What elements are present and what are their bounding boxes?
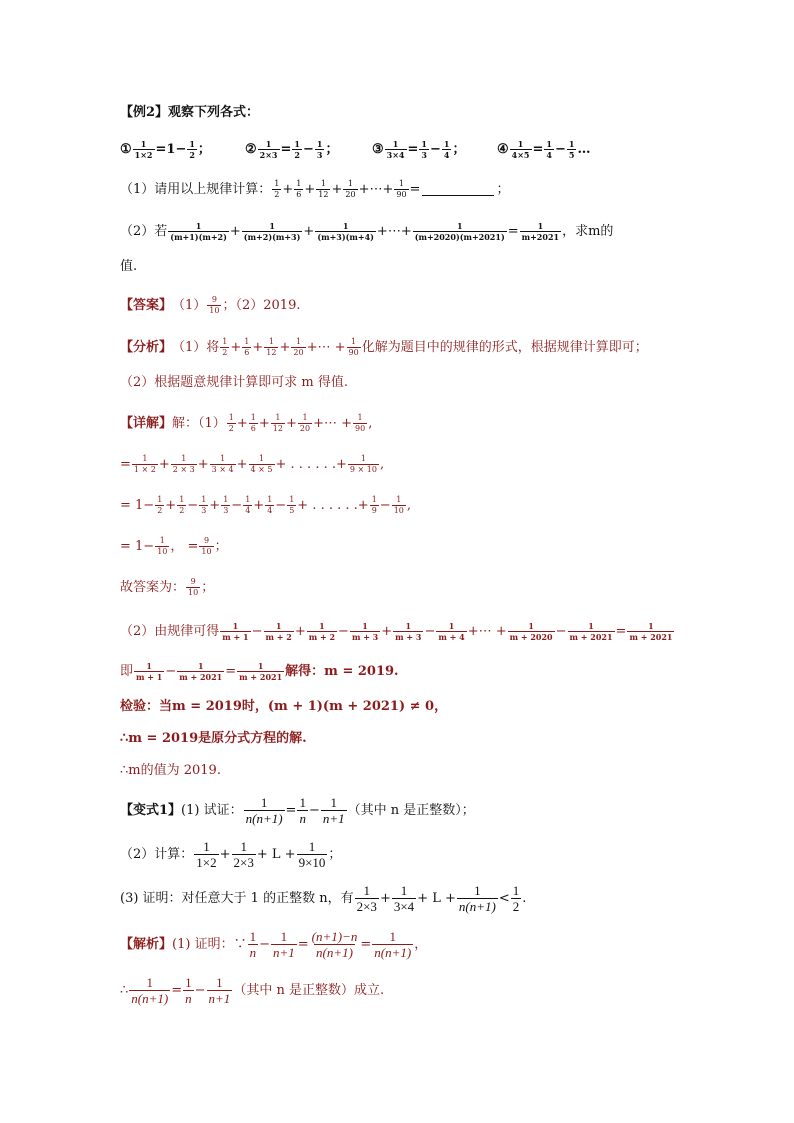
detail-check: 检验：当m = 2019时，(m + 1)(m + 2021) ≠ 0，	[120, 699, 448, 714]
variant-1-part-1: 【变式1】 (1) 试证： $\frac{1}{n(n+1)}$ = $\frac{1}{n}$ − $\frac{1}{n+1}$ （其中 n 是正整数）；	[120, 795, 475, 826]
question-2: （2）若 $\frac{1}{(m+1)(m+2)}$ + $\frac{1}{(m+2)(m+3)}$ + $\frac{1}{(m+3)(m+4)}$ +⋯+ $\frac{1}{(m+2020)(m+2021)}$ = $\frac{1}{m+2021}$ ，求m的	[120, 221, 614, 242]
answer-line: 【答案】 （1） $\frac{9}{10}$ ；（2）2019.	[120, 295, 301, 315]
formula-2: ② $\frac{1}{2\times 3}$ = $\frac{1}{2}$ − $\frac{1}{3}$ ；	[245, 139, 339, 160]
formula-1: ① $\frac{1}{1\times 2}$ =1− $\frac{1}{2}$ ；	[120, 139, 211, 160]
detail-value: ∴m的值为 2019.	[120, 763, 221, 778]
detail-q2-line-1: （2）由规律可得 $\frac{1}{m + 1}$ − $\frac{1}{m + 2}$ + $\frac{1}{m + 2}$ − $\frac{1}{m + 3}$ + $\frac{1}{m + 3}$ − $\frac{1}{m + 4}$ +⋯ + $\frac{1}{m + 2020}$ − $\frac{1}{m + 2021}$ = $\frac{1}{m + 2021}$	[120, 621, 673, 642]
detail-line-2: = $\frac{1}{1 \times 2}$ + $\frac{1}{2 \times 3}$ + $\frac{1}{3 \times 4}$ + $\frac{1}{4 \times 5}$ + . . . . . . + $\frac{1}{9 \times 10}$ ,	[120, 454, 385, 474]
pattern-formulas	[120, 140, 590, 159]
detail-conclusion: 故答案为： $\frac{9}{10}$ ；	[120, 577, 215, 597]
variant-1-part-2: （2）计算： $\frac{1}{1\times 2}$ + $\frac{1}{2\times 3}$ + L + $\frac{1}{9\times 10}$ ；	[120, 839, 342, 870]
detail-line-3: = 1− $\frac{1}{2}$ + $\frac{1}{2}$ − $\frac{1}{3}$ + $\frac{1}{3}$ − $\frac{1}{4}$ + $\frac{1}{4}$ − $\frac{1}{5}$ + . . . . . . + $\frac{1}{9}$ − $\frac{1}{10}$ ,	[120, 495, 412, 515]
solution-line-2: ∴ $\frac{1}{n(n+1)}$ = $\frac{1}{n}$ − $\frac{1}{n+1}$ （其中 n 是正整数）成立.	[120, 975, 385, 1006]
question-1: （1）请用以上规律计算： $\frac{1}{2}$ + $\frac{1}{6}$ + $\frac{1}{12}$ + $\frac{1}{20}$ +⋯+ $\frac{1}{90}$ = ；	[120, 179, 510, 199]
detail-line-4: = 1− $\frac{1}{10}$ ， = $\frac{9}{10}$ ；	[120, 536, 228, 556]
formula-3: ③ $\frac{1}{3\times 4}$ = $\frac{1}{3}$ − $\frac{1}{4}$ ；	[372, 139, 466, 160]
analysis-line-2: （2）根据题意规律计算即可求 m 得值.	[120, 375, 348, 390]
variant-1-part-3: (3) 证明：对任意大于 1 的正整数 n，有 $\frac{1}{2\times 3}$ + $\frac{1}{3\times 4}$ + L + $\frac{1}{n(n+1)}$ < $\frac{1}{2}$ .	[120, 883, 527, 914]
detail-root: ∴m = 2019是原分式方程的解.	[120, 731, 307, 746]
solution-line-1: 【解析】 (1) 证明：∵ $\frac{1}{n}$ − $\frac{1}{n+1}$ = $\frac{(n+1)-n}{n(n+1)}$ = $\frac{1}{n(n+1)}$ ，	[120, 929, 428, 960]
formula-4: ④ $\frac{1}{4\times 5}$ = $\frac{1}{4}$ − $\frac{1}{5}$ …	[497, 139, 591, 160]
question-2-cont: 值.	[120, 259, 138, 274]
analysis-line-1: 【分析】 （1）将 $\frac{1}{2}$ + $\frac{1}{6}$ + $\frac{1}{12}$ + $\frac{1}{20}$ +⋯ + $\frac{1}{90}$ 化解为题目中的规律的形式，根据规律计算即可；	[120, 337, 648, 357]
detail-q2-line-2: 即 $\frac{1}{m + 1}$ − $\frac{1}{m + 2021}$ = $\frac{1}{m + 2021}$ 解得：m = 2019.	[120, 661, 399, 682]
example-2-title: 【例2】观察下列各式：	[120, 105, 260, 120]
answer-blank	[422, 183, 494, 196]
detail-line-1: 【详解】 解：（1） $\frac{1}{2}$ + $\frac{1}{6}$ + $\frac{1}{12}$ + $\frac{1}{20}$ +⋯ + $\frac{1}{90}$ ,	[120, 413, 373, 433]
